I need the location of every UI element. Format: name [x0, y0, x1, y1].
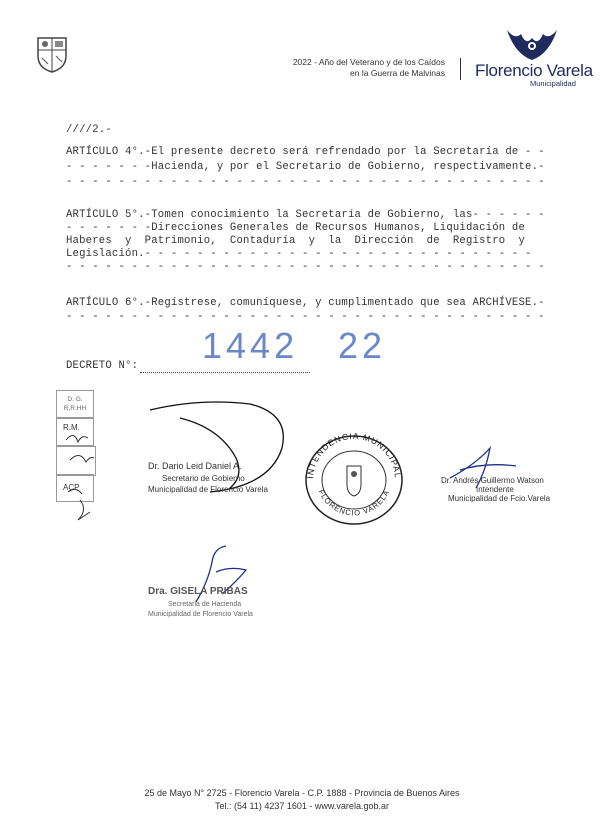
margin-stamp-rrhh: D. G. R.R.HH: [56, 390, 94, 418]
decreto-label: DECRETO N°:: [66, 360, 139, 372]
decreto-number-line: [140, 372, 310, 373]
right-signature-name: Dr. Andrés Guillermo Watson: [441, 476, 544, 485]
margin-stamp-rm: R.M.: [56, 418, 94, 446]
seal-text-bottom: FLORENCIO VARELA: [316, 488, 392, 518]
article-4-line-3: - - - - - - - - - - - - - - - - - - - - - - - - - - - - - - - - - - - - -: [66, 176, 545, 188]
motto-line-1: 2022 - Año del Veterano y de los Caídos: [292, 57, 445, 67]
decreto-number-stamp: 1442: [202, 325, 299, 366]
article-5-line-3: Haberes y Patrimonio, Contaduría y la Dirección de Registro y: [66, 235, 526, 247]
article-5-line-2: - - - - - - -Direcciones Generales de Recursos Humanos, Liquidación de: [66, 222, 526, 234]
article-6-line-2: - - - - - - - - - - - - - - - - - - - - - - - - - - - - - - - - - - - - -: [66, 311, 545, 323]
svg-text:FLORENCIO VARELA: [317, 488, 392, 517]
brand-name: Florencio Varela: [475, 61, 593, 80]
bottom-signature-org: Municipalidad de Florencio Varela: [148, 611, 253, 618]
florencio-varela-logo-icon: [505, 26, 559, 62]
bottom-signature-role: Secretaria de Hacienda: [168, 601, 242, 608]
coat-of-arms-logo: [34, 34, 70, 74]
right-signature-org: Municipalidad de Fcio.Varela: [448, 494, 551, 503]
header-motto: [230, 57, 445, 79]
footer-contact: Tel.: (54 11) 4237 1601 - www.varela.gob.ar: [215, 801, 389, 811]
article-5-line-1: ARTÍCULO 5°.-Tomen conocimiento la Secretaría de Gobierno, las- - - - - -: [66, 209, 545, 221]
seal-text-top: INTENDENCIA MUNICIPAL: [304, 430, 404, 480]
article-5-line-4: Legislación.- - - - - - - - - - - - - - - - - - - - - - - - - - - - - -: [66, 248, 532, 260]
margin-initials-scribbles: [60, 420, 100, 530]
page-reference: ////2.-: [66, 124, 112, 136]
article-4-line-2: - - - - - - -Hacienda, y por el Secretario de Gobierno, respectivamente.-: [66, 161, 545, 173]
municipal-seal-stamp: [299, 428, 409, 528]
left-signature-role: Secretario de Gobierno: [162, 474, 245, 483]
left-signature-org: Municipalidad de Florencio Varela: [148, 485, 268, 494]
footer-address: 25 de Mayo N° 2725 - Florencio Varela - C.P. 1888 - Provincia de Buenos Aires: [144, 788, 460, 798]
article-4-line-1: ARTÍCULO 4°.-El presente decreto será refrendado por la Secretaría de - -: [66, 146, 545, 158]
decreto-year-stamp: 22: [338, 325, 387, 366]
motto-line-2: en la Guerra de Malvinas: [350, 68, 445, 78]
article-6-line-1: ARTÍCULO 6°.-Regístrese, comuníquese, y cumplimentado que sea ARCHÍVESE.-: [66, 297, 545, 309]
article-5-line-5: - - - - - - - - - - - - - - - - - - - - - - - - - - - - - - - - - - - - -: [66, 261, 545, 273]
brand-sub: Municipalidad: [530, 79, 576, 88]
header-divider: [460, 58, 461, 80]
margin-stamp-acp: ACP: [56, 474, 94, 502]
left-signature-name: Dr. Dario Leid Daniel A.: [148, 461, 242, 471]
right-signature-role: Intendente: [476, 485, 514, 494]
bottom-signature-name: Dra. GISELA PRIBAS: [148, 586, 248, 597]
